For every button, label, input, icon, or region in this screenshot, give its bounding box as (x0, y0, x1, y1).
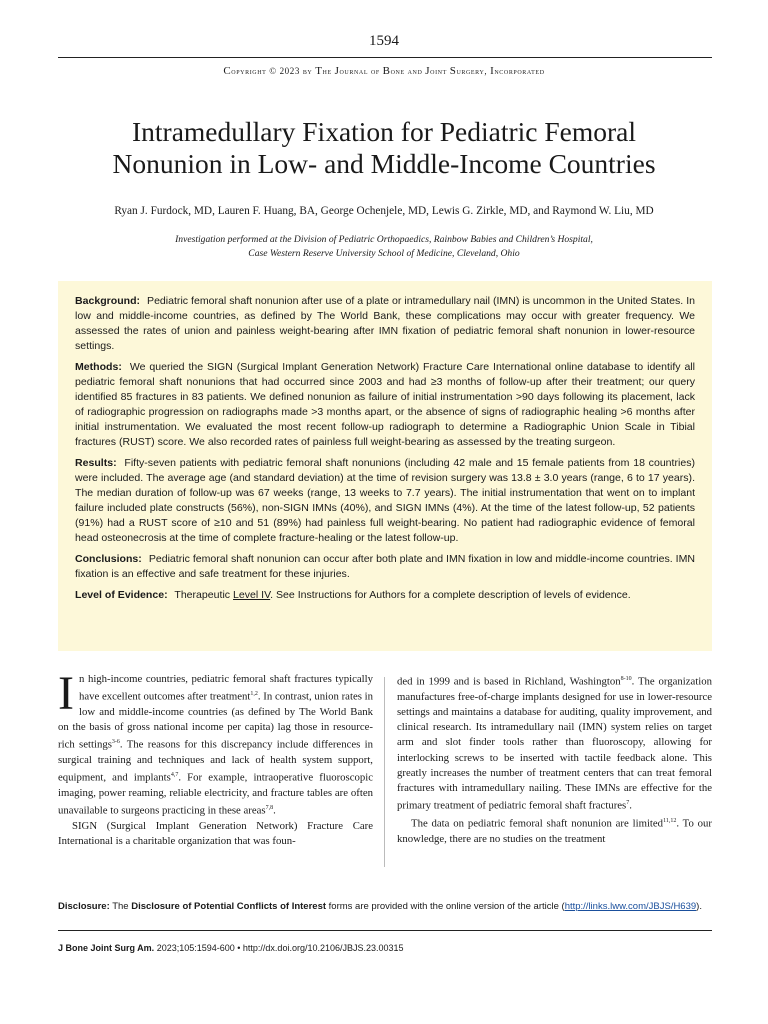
author-list: Ryan J. Furdock, MD, Lauren F. Huang, BA, George Ochenjele, MD, Lewis G. Zirkle, MD, and Raymond W. Liu, MD (114, 205, 654, 217)
disclosure-link[interactable]: http://links.lww.com/JBJS/H639 (564, 901, 697, 912)
disclosure-text: The (109, 901, 132, 912)
body-paragraph (397, 814, 712, 847)
abstract-text: Pediatric femoral shaft nonunion after use of a plate or intramedullary nail (IMN) is uncommon in the United States. In low and middle-income countries, as defined by The World Bank, these complications may occur with greater frequency. We assessed the rates of union and painless weight-bearing after IMN fixation of pediatric femoral shaft nonunion in lower-resource settings. (75, 295, 695, 352)
body-text-span: . The organization manufactures free-of-charge implants designed for use in lower-resource settings and maintains a database for auditing, quality improvement, and clinical research. Its intramedullary nail (IMN) system relies on target arm and slot finder tools rather than fluoroscopy, allowing for interlocking screws to be inserted with tactile feedback alone. This greatly increases the number of treatment centers that can treat femoral fractures with intramedullary nailing. These IMNs are effective for the primary treatment of pediatric femoral shaft fractures (397, 675, 712, 812)
body-text-span: . To our knowledge, there are no studies on the treatment (397, 817, 712, 845)
body-text-span: . For example, intraoperative fluoroscopic imaging, power reaming, reliable electricity, and fracture tables are often unavailable to surgeons practicing in these areas (58, 771, 373, 817)
title-line-1: Intramedullary Fixation for Pediatric Femoral (131, 116, 637, 147)
footer-rule (58, 930, 712, 931)
body-text-span: The data on pediatric femoral shaft nonunion are limited (411, 817, 664, 830)
disclosure-bold-text: Disclosure of Potential Conflicts of Interest (131, 901, 327, 912)
disclosure-note (58, 901, 738, 912)
copyright-text: he (322, 66, 335, 76)
title-line-2: Nonunion in Low- and Middle-Income Countries (112, 148, 656, 179)
affiliation-line-1: Investigation performed at the Division of Pediatric Orthopaedics, Rainbow Babies and Children’s Hospital, (175, 234, 593, 245)
column-divider (384, 677, 385, 867)
disclosure-text: forms are provided with the online version of the article ( (326, 901, 565, 912)
abstract-text: Fifty-seven patients with pediatric femoral shaft nonunions (including 42 male and 15 female patients from 18 countries) were included. The average age (and standard deviation) at the time of revision surgery was 13.8 ± 3.0 years (range, 6 to 17 years). The median duration of follow-up was 67 weeks (range, 13 weeks to 7.7 years). The initial instrumentation that went on to implant failure included plate constructs (56%), non-SIGN IMNs (40%), and SIGN IMNs (4%). At the time of the latest follow-up, 52 patients (91%) had a RUST score of ≥10 and 51 (89%) had painless full weight-bearing. No patient had radiographic evidence of femoral head osteonecrosis at the time of complete fracture-healing or the latest follow-up. (75, 457, 695, 544)
abstract-heading: Conclusions: (75, 553, 142, 565)
body-text-span: SIGN (Surgical Implant Generation Network) Fracture Care International is a charitable organization that was foun- (58, 820, 373, 848)
copyright-initial: I (490, 65, 495, 77)
abstract-level-of-evidence (75, 588, 695, 603)
journal-abbreviation: J Bone Joint Surg Am. (58, 943, 155, 953)
citation-line (58, 943, 404, 953)
body-text-span: . The reasons for this discrepancy include differences in surgical training and techniques and lack of health system support, equipment, and implants (58, 738, 374, 784)
abstract-text: We queried the SIGN (Surgical Implant Generation Network) Fracture Care International online database to identify all pediatric femoral shaft nonunions that had occurred since 2003 and had ≥3 months of follow-up after their treatment; our query identified 85 fractures in 83 patients. We defined nonunion as failure of initial instrumentation >90 days following its placement, lack of radiographic progression on radiographs made >3 months apart, or the absence of signs of radiographic healing >6 months after initial instrumentation. We evaluated the most recent follow-up radiograph to determine a Radiographic Union Scale in Tibial fractures (RUST) score. We also recorded rates of painless full weight-bearing as assessed by the treating surgeon. (75, 361, 695, 448)
copyright-text: oint (430, 66, 450, 76)
copyright-line (0, 65, 768, 77)
abstract-conclusions (75, 552, 695, 582)
copyright-text: ournal of (339, 66, 383, 76)
body-paragraph (58, 672, 373, 819)
copyright-initial: J (334, 65, 340, 77)
copyright-text: ncorporated (494, 66, 545, 76)
reference-superscript: 7 (626, 800, 630, 807)
abstract-heading: Methods: (75, 361, 122, 373)
copyright-initial: C (223, 65, 232, 77)
reference-superscript: 1,2 (250, 691, 258, 698)
affiliation (0, 233, 768, 261)
body-column-right (397, 672, 712, 870)
level-of-evidence-link[interactable]: Level IV (233, 589, 271, 601)
disclosure-heading: Disclosure: (58, 901, 110, 912)
body-text-span: . (629, 799, 632, 812)
copyright-text: opyright © 2023 by (231, 66, 316, 76)
body-paragraph (397, 672, 712, 814)
citation-text: 2023;105:1594-600 • http://dx.doi.org/10.2106/JBJS.23.00315 (154, 943, 404, 953)
abstract-methods (75, 360, 695, 450)
abstract-background (75, 294, 695, 354)
abstract-heading: Background: (75, 295, 141, 307)
body-column-left (58, 672, 373, 870)
body-text (58, 672, 712, 870)
article-title (40, 116, 728, 180)
page-number: 1594 (369, 33, 399, 49)
reference-superscript: 3-6 (111, 739, 120, 746)
reference-superscript: 11,12 (663, 817, 677, 824)
copyright-initial: J (425, 65, 431, 77)
abstract-heading: Results: (75, 457, 117, 469)
abstract-box (58, 281, 712, 651)
copyright-initial: B (382, 65, 391, 77)
body-paragraph (58, 819, 373, 849)
abstract-results (75, 456, 695, 546)
header-rule (58, 57, 712, 58)
reference-superscript: 4,7 (170, 772, 179, 779)
body-text-span: n high-income countries, pediatric femoral shaft fractures typically have excellent outcomes after treatment (78, 673, 373, 703)
body-text-span: . (273, 804, 276, 817)
reference-superscript: 7,8 (265, 805, 274, 812)
body-text-span: ded in 1999 and is based in Richland, Washington (397, 675, 621, 688)
copyright-initial: T (315, 65, 323, 77)
abstract-text: Pediatric femoral shaft nonunion can occur after both plate and IMN fixation in low and middle-income countries. IMN fixation is an effective and safe treatment for these injuries. (75, 553, 696, 580)
copyright-initial: S (449, 65, 457, 77)
body-text-span: . In contrast, union rates in low and middle-income countries (as defined by The World Bank on the basis of gross national income per capita) lag those in resource-rich settings (58, 690, 373, 751)
abstract-heading: Level of Evidence: (75, 589, 168, 601)
disclosure-text: ). (696, 901, 702, 912)
reference-superscript: 8-10 (620, 676, 632, 682)
copyright-text: one and (390, 66, 426, 76)
affiliation-line-2: Case Western Reserve University School of Medicine, Cleveland, Ohio (248, 248, 520, 259)
abstract-text: . See Instructions for Authors for a complete description of levels of evidence. (270, 589, 631, 601)
copyright-text: urgery, (456, 66, 491, 76)
drop-cap: I (58, 672, 74, 720)
abstract-text: Therapeutic (174, 589, 234, 601)
